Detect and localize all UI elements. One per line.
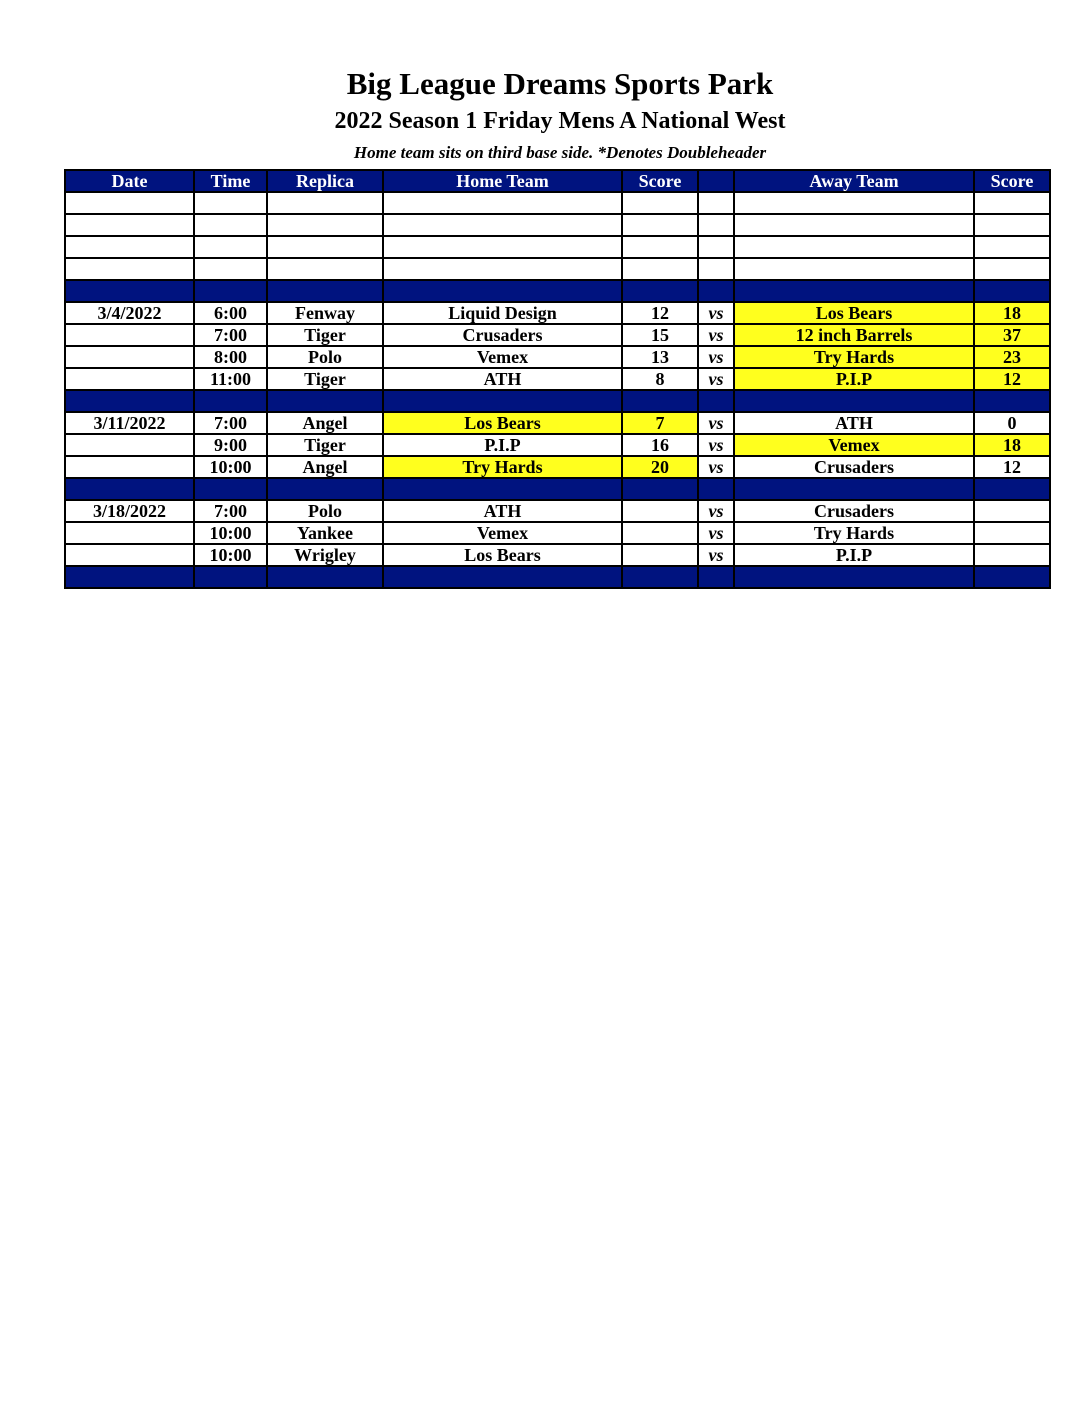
col-time-header: Time [194,170,267,192]
blank-row [65,258,1050,280]
vs-label: vs [698,456,734,478]
game-replica: Yankee [267,522,383,544]
home-score: 12 [622,302,698,324]
home-score: 20 [622,456,698,478]
page-title: Big League Dreams Sports Park [346,66,774,101]
home-score: 15 [622,324,698,346]
home-team: Vemex [383,522,622,544]
game-time: 7:00 [194,412,267,434]
game-time: 8:00 [194,346,267,368]
game-date [65,368,194,390]
home-team: Liquid Design [383,302,622,324]
home-team: Crusaders [383,324,622,346]
away-score: 12 [974,368,1050,390]
away-score: 37 [974,324,1050,346]
blank-row [65,236,1050,258]
home-score [622,544,698,566]
week-separator-row [65,390,1050,412]
home-team: Vemex [383,346,622,368]
game-time: 10:00 [194,522,267,544]
table-row [65,522,1050,544]
table-row [65,544,1050,566]
away-score: 18 [974,302,1050,324]
game-date: 3/18/2022 [65,500,194,522]
home-score: 7 [622,412,698,434]
col-replica-header: Replica [267,170,383,192]
col-home-team-header: Home Team [383,170,622,192]
col-away-score-header: Score [974,170,1050,192]
home-score: 13 [622,346,698,368]
game-date: 3/11/2022 [65,412,194,434]
vs-label: vs [698,434,734,456]
col-vs-header [698,170,734,192]
home-team: Los Bears [383,544,622,566]
home-team: Try Hards [383,456,622,478]
game-date [65,434,194,456]
game-date [65,544,194,566]
away-score [974,544,1050,566]
vs-label: vs [698,324,734,346]
game-time: 10:00 [194,456,267,478]
page-note: Home team sits on third base side. *Denotes Doubleheader [353,143,767,162]
game-date [65,346,194,368]
away-team: 12 inch Barrels [734,324,974,346]
away-team: Crusaders [734,500,974,522]
home-score [622,500,698,522]
vs-label: vs [698,500,734,522]
game-time: 10:00 [194,544,267,566]
away-team: Try Hards [734,346,974,368]
away-team: Crusaders [734,456,974,478]
vs-label: vs [698,412,734,434]
week-separator-row [65,566,1050,588]
vs-label: vs [698,544,734,566]
header-row [65,170,1050,192]
blank-row [65,214,1050,236]
game-date: 3/4/2022 [65,302,194,324]
page-subtitle: 2022 Season 1 Friday Mens A National West [334,108,786,134]
home-score: 8 [622,368,698,390]
game-replica: Polo [267,500,383,522]
game-date [65,324,194,346]
away-score: 18 [974,434,1050,456]
game-replica: Angel [267,456,383,478]
away-team: P.I.P [734,544,974,566]
away-team: ATH [734,412,974,434]
table-row [65,368,1050,390]
away-score [974,500,1050,522]
week-separator-row [65,478,1050,500]
home-score [622,522,698,544]
game-replica: Angel [267,412,383,434]
vs-label: vs [698,368,734,390]
away-score [974,522,1050,544]
away-score: 12 [974,456,1050,478]
game-time: 11:00 [194,368,267,390]
home-team: ATH [383,368,622,390]
game-replica: Wrigley [267,544,383,566]
col-away-team-header: Away Team [734,170,974,192]
game-replica: Tiger [267,434,383,456]
away-score: 0 [974,412,1050,434]
table-row [65,500,1050,522]
game-replica: Tiger [267,368,383,390]
home-team: ATH [383,500,622,522]
vs-label: vs [698,522,734,544]
home-team: P.I.P [383,434,622,456]
table-row [65,346,1050,368]
col-date-header: Date [65,170,194,192]
away-team: Los Bears [734,302,974,324]
table-row [65,456,1050,478]
away-team: Vemex [734,434,974,456]
game-date [65,522,194,544]
away-team: Try Hards [734,522,974,544]
game-replica: Tiger [267,324,383,346]
away-score: 23 [974,346,1050,368]
game-time: 7:00 [194,324,267,346]
game-replica: Fenway [267,302,383,324]
game-date [65,456,194,478]
blank-row [65,192,1050,214]
table-row [65,302,1050,324]
table-row [65,434,1050,456]
home-score: 16 [622,434,698,456]
game-time: 6:00 [194,302,267,324]
schedule-table [64,169,1051,589]
game-replica: Polo [267,346,383,368]
away-team: P.I.P [734,368,974,390]
vs-label: vs [698,302,734,324]
home-team: Los Bears [383,412,622,434]
game-time: 9:00 [194,434,267,456]
table-row [65,324,1050,346]
table-row [65,412,1050,434]
week-separator-row [65,280,1050,302]
vs-label: vs [698,346,734,368]
game-time: 7:00 [194,500,267,522]
col-home-score-header: Score [622,170,698,192]
